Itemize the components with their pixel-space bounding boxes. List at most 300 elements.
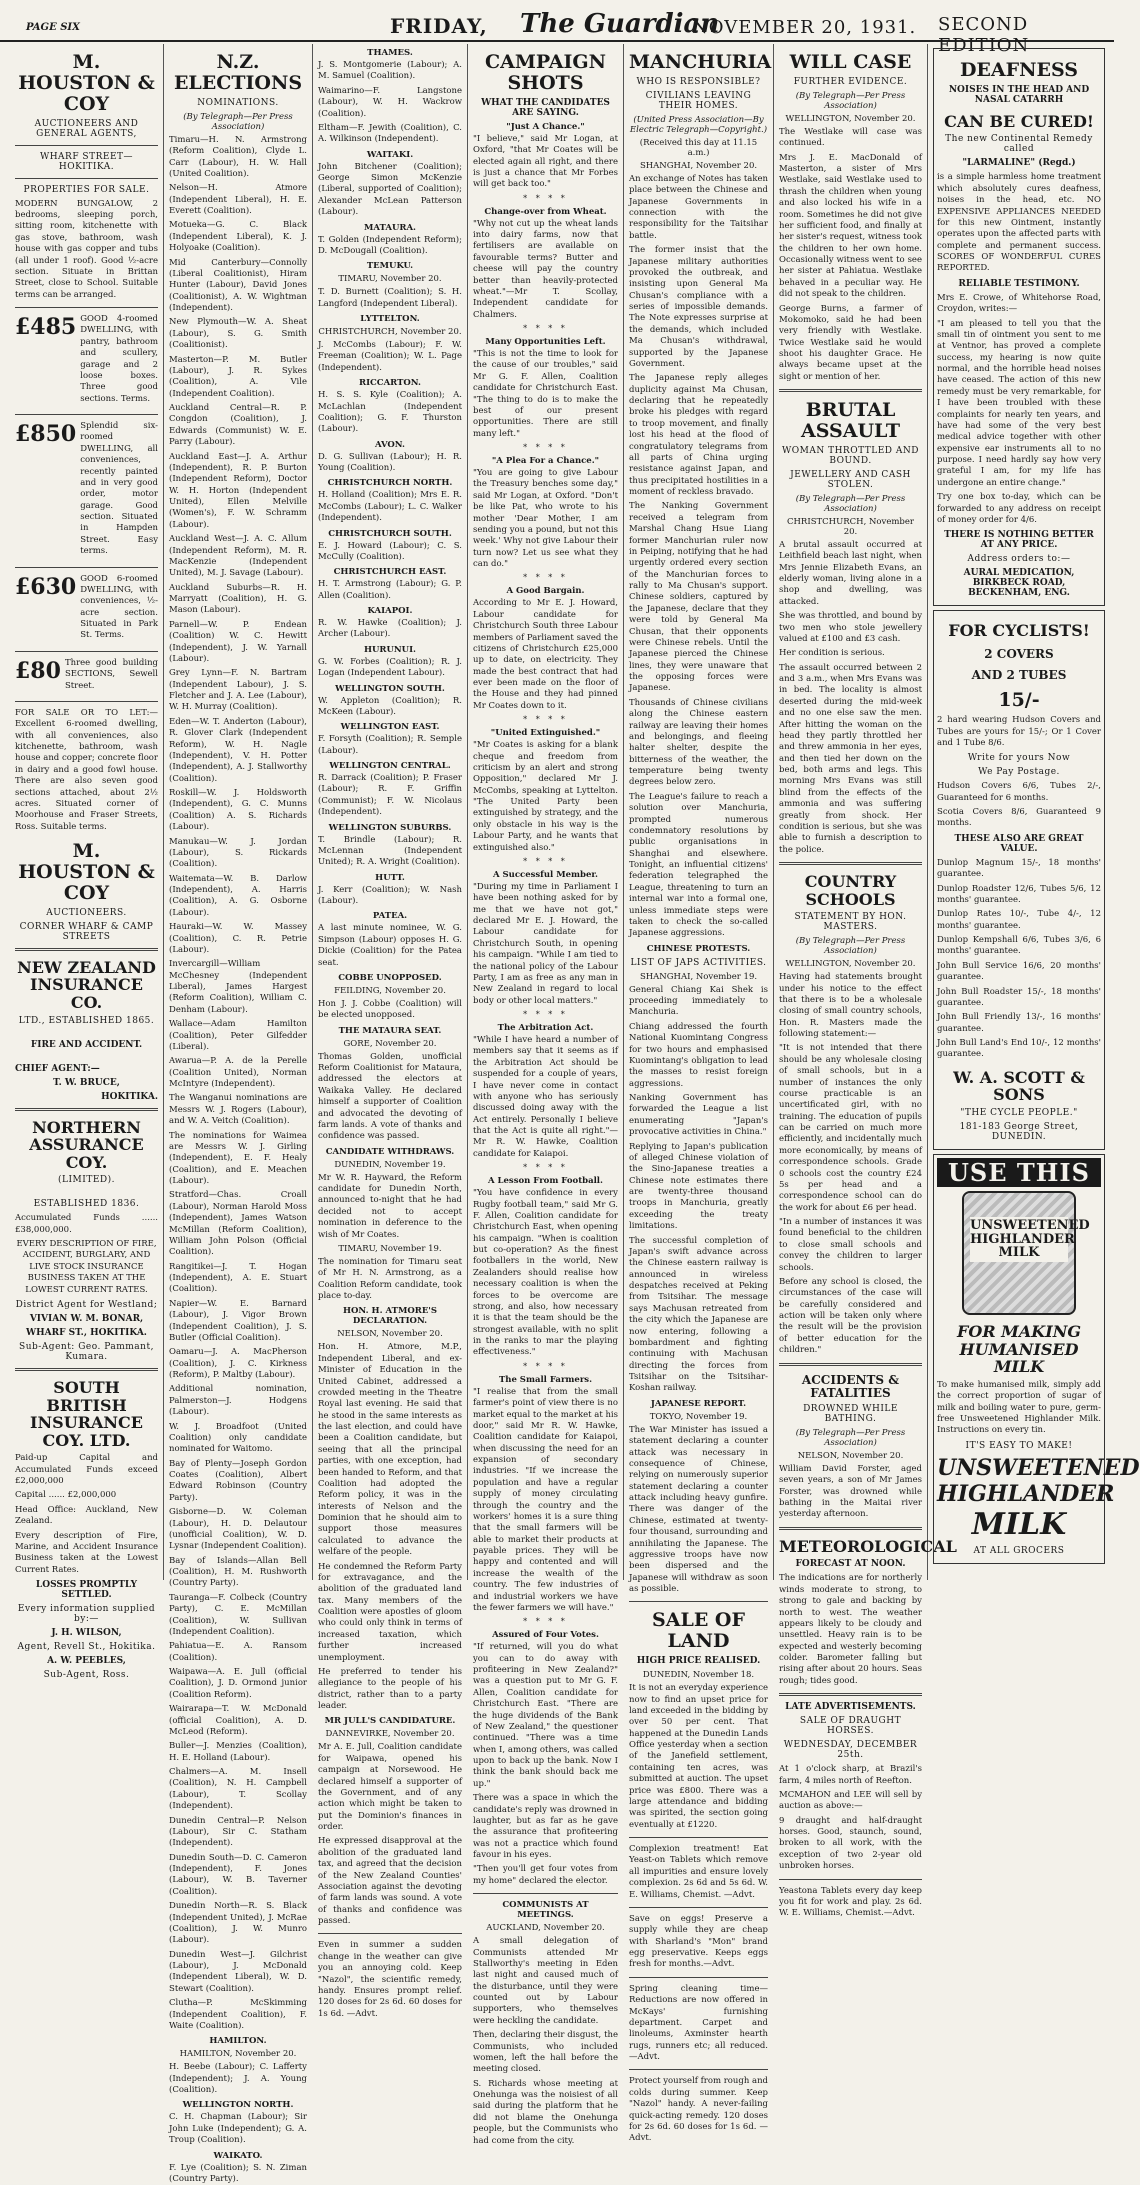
south-british-head-office: Head Office: Auckland, New Zealand. (15, 1504, 158, 1527)
south-british-supplied: Every information supplied by:— (17, 1604, 156, 1625)
eltham-text: Eltham—F. Jewith (Coalition), C. A. Wilkinson (Independent). (318, 122, 462, 145)
jull-heading: MR JULL'S CANDIDATURE. (324, 1716, 456, 1727)
nomination-item: Auckland Central—R. P. Congdon (Coalition), J. Edwards (Communist) W. E. Parry (Labour). (169, 403, 307, 448)
advt-complexion: Complexion treatment! Eat Yeast-on Tablets which remove all impurities and ensure lovely complexion. 2s 6d and 5s 6d. W. E. Williams, Chemist. —Advt. (629, 1844, 768, 1900)
wellington-south-text: W. Appleton (Coalition); R. McKeen (Labour). (318, 695, 462, 717)
elections-subtitle: NOMINATIONS. (197, 97, 279, 108)
accidents-title: ACCIDENTS & FATALITIES (801, 1372, 900, 1400)
south-british-losses: LOSSES PROMPTLY SETTLED. (35, 1580, 138, 1601)
nomination-item: Eden—W. T. Anderton (Labour), R. Glover Clark (Independent Reform), W. H. Nagle (Independent), V. H. Potter (Independent), A. J. Stallworthy (Coalition). (169, 716, 307, 784)
withdraws-date: DUNEDIN, November 19. (334, 1159, 446, 1170)
manchuria-text: The Japanese reply alleges duplicity against Ma Chusan, declaring that he repeatedly broke his pledges with regard to troop movement, and finally lost his head at the flood of congratulatory telegrams from all parts of China urging resistance against Japan, and thus precipitated hostilities in a moment of reckless bravado. (629, 373, 768, 498)
protests-heading: CHINESE PROTESTS. (646, 943, 751, 954)
northern-assurance-agent: VIVIAN W. M. BONAR, (29, 1313, 144, 1324)
property-price: £485 (15, 314, 77, 341)
shot-text: "You have confidence in every Rugby football team," said Mr G. F. Allen, Coalition candidate for Christchurch East, when opening his campaign. "When is coalition but co-operation? As the finest footballers in the world, New Zealanders should realise how necessary coalition is when the forces to be overcome are strong, and also, how necessary it is that the team should be the strongest available, with no split in the ranks to mar the playing effectiveness." (473, 1188, 618, 1358)
sale-of-land-text: It is not an everyday experience now to find an upset price for land exceeded in the bidding by over 50 per cent. That happened at the Dunedin Lands Office yesterday when a section of the Janefield settlement, containing ten acres, was submitted at auction. The upset price was £800. There was a large attendance and bidding was spirited, the section going eventually at £1220. (629, 1683, 768, 1830)
shot-text: "While I have heard a number of members say that it seems as if the Arbitration Act should be suspended for a couple of years, I have never come in contact with anyone who has seriously discussed doing away with the Act entirely. Personally I believe that the Act is quite all right."—Mr R. W. Hawke, Coalition candidate for Kaiapoi. (473, 1035, 618, 1159)
feilding-date: FEILDING, November 20. (334, 985, 446, 996)
newspaper-title: The Guardian (520, 9, 720, 39)
column-2 (164, 44, 313, 2184)
christchurch-north-text: H. Holland (Coalition); Mrs E. R. McCombs (Labour); L. C. Walker (Independent). (318, 490, 462, 524)
atmore-heading: HON. H. ATMORE'S DECLARATION. (342, 1306, 438, 1327)
atmore-text: He condemned the Reform Party for extravagance, and the abolition of the graduated land tax. Many members of the Coalition were apostles of gloom who could only think in terms of increased taxation, which further increased unemployment. (318, 1561, 462, 1663)
manchuria-date: SHANGHAI, November 20. (639, 160, 758, 171)
divider (779, 862, 922, 865)
south-british-peebles-address: Sub-Agent, Ross. (43, 1670, 130, 1681)
avon-text: D. G. Sullivan (Labour); H. R. Young (Coalition). (318, 451, 462, 473)
divider (15, 1368, 158, 1371)
tyre-list-item: John Bull Friendly 13/-, 16 months' guarantee. (937, 1012, 1101, 1034)
deafness-text: is a simple harmless home treatment which absolutely cures deafness, noises in the head, etc. NO EXPENSIVE APPLIANCES NEEDED for this new Ointment, instantly operates upon the affected parts with complete and permanent success. SCORES OF WONDERFUL CURES REPORTED. (937, 172, 1101, 274)
column-5 (624, 44, 774, 2144)
wellington-south-heading: WELLINGTON SOUTH. (335, 683, 445, 694)
nomination-item: Stratford—Chas. Croall (Labour), Norman Harold Moss (Independent), James Watson McMillan (Reform Coalition), William John Polson (Official Coalition). (169, 1190, 307, 1258)
brutal-assault-text: She was throttled, and bound by two men who stole jewellery valued at £100 and £3 cash. (779, 611, 922, 644)
separator: * * * * (523, 715, 568, 725)
milk-can-label: UNSWEETENED HIGHLANDER MILK (970, 1218, 1090, 1261)
divider (779, 1363, 922, 1366)
nomination-item: Dunedin North—R. S. Black (Independent United), J. McRae (Coalition), J. W. Munro (Labour). (169, 1901, 307, 1946)
divider (629, 1977, 768, 1978)
divider (15, 145, 158, 146)
divider (473, 1893, 618, 1894)
communists-heading: COMMUNISTS AT MEETINGS. (502, 1900, 589, 1921)
humanised-milk-title: FOR MAKING HUMANISED MILK (957, 1322, 1081, 1377)
property-price: £850 (15, 421, 77, 448)
nomination-item: The nominations for Waimea are Messrs W. J. Girling (Independent), E. F. Healy (Coalition), and E. Meachen (Labour). (169, 1130, 307, 1187)
nomination-item: Roskill—W. J. Holdsworth (Independent), G. C. Munns (Coalition) A. S. Richards (Labour). (169, 788, 307, 833)
property-price: £80 (15, 657, 61, 684)
nomination-item: Wallace—Adam Hamilton (Coalition), Peter Gilfedder (Liberal). (169, 1019, 307, 1052)
nomination-item: Mid Canterbury—Connolly (Liberal Coalitionist), Hiram Hunter (Labour), David Jones (Coalitionist), A. W. Wightman (Independent). (169, 257, 307, 314)
shot-heading: Many Opportunities Left. (485, 337, 606, 348)
withdraws-heading: CANDIDATE WITHDRAWS. (325, 1146, 455, 1157)
for-sale-ad: FOR SALE OR TO LET:—Excellent 6-roomed dwelling, with all conveniences, also kitchenette, bathroom, wash house and copper; concrete floor in dairy and a good fowl house. There are also seven good sections attached, about 2½ acres. Situated corner of Moorhouse and Fraser Streets, Ross. Suitable terms. (15, 707, 158, 832)
nomination-item: Oamaru—J. A. MacPherson (Coalition), J. C. Kirkness (Reform), P. Maltby (Labour). (169, 1347, 307, 1381)
shot-heading: "United Extinguished." (490, 728, 601, 739)
houston-subtitle: AUCTIONEERS AND GENERAL AGENTS, (34, 118, 139, 139)
will-case-title: WILL CASE (789, 51, 912, 73)
column-7 (928, 44, 1140, 1580)
manchuria-text: The Nanking Government received a telegram from Marshal Chang Hsue Liang former Manchurian ruler now in Peiping, notifying that he had urgently ordered every section of the Manchurian forces to rally to Ma Chusan's support. Chinese soldiers, captured by the Japanese, declare that they were told by General Ma Chusan, that their opponents were Chinese rebels. Until the Japanese pierced the Chinese lines, they were unaware that the opposing forces were Japanese. (629, 501, 768, 694)
late-ads-text: At 1 o'clock sharp, at Brazil's farm, 4 miles north of Reefton. (779, 1764, 922, 1786)
japanese-report-date: TOKYO, November 19. (649, 1411, 748, 1422)
shot-text: "If returned, will you do what you can to do away with profiteering in New Zealand?" was a question put to Mr G. F. Allen, Coalition candidate for Christchurch East. "There are the huge dividends of the Bank of New Zealand," the questioner continued. "There was a time when I, among others, was called upon to back up the bank. Now I think the bank should back me up." (473, 1642, 618, 1789)
nomination-item: Hauraki—W. W. Massey (Coalition), C. R. Petrie (Labour). (169, 922, 307, 955)
masthead-date: NOVEMBER 20, 1931. (692, 17, 917, 38)
hutt-heading: HUTT. (375, 872, 405, 883)
late-ads-date: WEDNESDAY, DECEMBER 25th. (783, 1740, 918, 1761)
nomination-item: Bay of Islands—Allan Bell (Coalition), H. M. Rushworth (Country Party). (169, 1555, 307, 1589)
hurunui-text: G. W. Forbes (Coalition); R. J. Logan (Independent Labour). (318, 656, 462, 679)
waitaki-text: John Bitchener (Coalition); George Simon McKenzie (Liberal, supported of Coalition); Alexander McLean Patterson (Labour). (318, 161, 462, 218)
cyclists-2-tubes: AND 2 TUBES (971, 668, 1067, 683)
accidents-subtitle: DROWNED WHILE BATHING. (803, 1403, 898, 1424)
deafness-nothing-better: THERE IS NOTHING BETTER AT ANY PRICE. (944, 530, 1094, 551)
protests-text: The successful completion of Japan's swift advance across the Chinese eastern railway is announced in wireless despatches received at Peking from Tsitsihar. The message says Machusan retreated from the city which the Japanese are now entering, following a bombardment and fighting continuing with Machusan directing the forces from Tsitsihar on the Tsitsihar-Koshan railway. (629, 1235, 768, 1394)
mataura-seat-heading: THE MATAURA SEAT. (338, 1025, 442, 1036)
brutal-assault-text: Her condition is serious. (779, 648, 885, 659)
country-schools-byline: (By Telegraph—Per Press Association) (795, 936, 906, 957)
country-schools-text: "It is not intended that there should be any wholesale closing of small schools, but in a number of instances the only course practicable is an uncertificated girl, with no training. The education of pupils can be carried on much more efficiently, and incidentally much more economically, by means of correspondence schools. Grade 0 schools cost the country £24 5s per head and a correspondence school can do the work for about £6 per head. (779, 1043, 922, 1213)
nomination-item: Rangitikei—J. T. Hogan (Independent), A. E. Stuart (Coalition). (169, 1261, 307, 1295)
nomination-item: Dunedin Central—P. Nelson (Labour), Sir C. Statham (Independent). (169, 1815, 307, 1849)
scott-title: W. A. SCOTT & SONS (953, 1067, 1085, 1105)
deafness-cure: CAN BE CURED! (944, 111, 1094, 131)
divider (779, 1527, 922, 1530)
nz-insurance-established: LTD., ESTABLISHED 1865. (18, 1015, 155, 1026)
corner-address: CORNER WHARF & CAMP STREETS (19, 921, 154, 942)
temuka-text: T. D. Burnett (Coalition); S. H. Langford (Independent Liberal). (318, 287, 462, 309)
avon-heading: AVON. (374, 439, 405, 450)
hamilton-date: HAMILTON, November 20. (179, 2049, 297, 2060)
wellington-east-text: F. Forsyth (Coalition); R. Semple (Labour). (318, 734, 462, 756)
tyre-list-item: Dunlop Roadster 12/6, Tubes 5/6, 12 months' guarantee. (937, 883, 1101, 905)
nomination-item: W. J. Broadfoot (United Coalition) only candidate nominated for Waitomo. (169, 1421, 307, 1455)
hurunui-heading: HURUNUI. (363, 644, 417, 655)
nz-insurance-town: HOKITIKA. (101, 1091, 158, 1102)
atmore-date: NELSON, November 20. (337, 1329, 443, 1340)
divider (779, 1693, 922, 1696)
page-number: PAGE SIX (26, 22, 80, 33)
tyre-list-item: John Bull Service 16/6, 20 months' guarantee. (937, 960, 1101, 983)
mataura-heading: MATAURA. (363, 222, 417, 233)
nomination-item: Gisborne—D. W. Coleman (Labour), H. D. Delautour (unofficial Coalition), W. D. Lysnar (Independent Coalition). (169, 1507, 307, 1552)
shot-heading: A Lesson From Football. (487, 1176, 603, 1187)
shot-text: "During my time in Parliament I have been nothing asked for by me that we have not got," declared Mr E. J. Howard, the Labour candidate for Christchurch South, in opening his campaign. "While I am tied to the national policy of the Labour Party, I am as free as any man in New Zealand in regard to local body or other local matters." (473, 881, 618, 1006)
shot-heading: The Small Farmers. (498, 1374, 593, 1385)
northern-assurance-est: ESTABLISHED 1836. (33, 1199, 140, 1210)
cyclists-great-value: THESE ALSO ARE GREAT VALUE. (954, 833, 1084, 854)
nomination-item: Grey Lynn—F. N. Bartram (Independent Labour), J. S. Fletcher and J. A. Lee (Labour), W. H. Murray (Coalition). (169, 668, 307, 713)
tyre-list-item: John Bull Land's End 10/-, 12 months' guarantee. (937, 1038, 1101, 1060)
nomination-item: Additional nomination, Palmerston—J. Hodgens (Labour). (169, 1384, 307, 1418)
column-4 (468, 44, 624, 2146)
separator: * * * * (523, 193, 568, 203)
manchuria-text: The League's failure to reach a solution over Manchuria, prompted numerous condemnatory resolutions by public organisations in Shanghai and elsewhere. Tonight, an influential citizens' federation telegraphed the League, threatening to turn an internal war into a formal one, unless immediate steps were taken to check the so-called Japanese aggressions. (629, 791, 768, 939)
late-ads-text: 9 draught and half-draught horses. Good, staunch, sound, broken to all work, with the exception of two 2-year old unbroken horses. (779, 1815, 922, 1872)
christchurch-south-heading: CHRISTCHURCH SOUTH. (328, 528, 452, 539)
brutal-assault-text: A brutal assault occurred at Leithfield beach last night, when Mrs Jennie Elizabeth Evans, an elderly woman, living alone in a shop and dwelling, was attacked. (779, 539, 922, 607)
shot-text: "I believe," said Mr Logan, at Oxford, "that Mr Coates will be elected again all right, and there is just a chance that Mr Forbes will get back too." (473, 133, 618, 190)
communists-text: Then, declaring their disgust, the Communists, who included women, left the hall before the meeting closed. (473, 2030, 618, 2075)
manchuria-received: (Received this day at 11.15 a.m.) (639, 137, 758, 158)
nomination-item: Auckland Suburbs—R. H. Marryatt (Coalition), H. G. Mason (Labour). (169, 582, 307, 616)
nomination-item: Awarua—P. A. de la Perelle (Coalition United), Norman McIntyre (Independent). (169, 1056, 307, 1090)
milk-can-icon (962, 1191, 1090, 1315)
separator: * * * * (523, 573, 568, 583)
christchurch-east-heading: CHRISTCHURCH EAST. (333, 567, 447, 578)
waikato-heading: WAIKATO. (213, 2150, 263, 2161)
riccarton-heading: RICCARTON. (359, 378, 421, 389)
atmore-text: He preferred to tender his allegiance to the people of his district, rather than to a party leader. (318, 1666, 462, 1711)
northern-assurance-district: District Agent for Westland; (15, 1299, 158, 1310)
nomination-item: Tauranga—F. Colbeck (Country Party), C. E. McMillan (Coalition), W. Sullivan (Independent Coalition). (169, 1592, 307, 1637)
manchuria-title: MANCHURIA (629, 51, 772, 73)
nomination-item: Buller—J. Menzies (Coalition), H. E. Holland (Labour). (169, 1741, 307, 1763)
jull-text: He expressed disapproval at the abolition of the graduated land tax, and agreed that the decision of the New Zealand Counties' Association against the devoting of farm lands was sound. A vote of thanks and confidence was passed. (318, 1836, 462, 1926)
divider (15, 1108, 158, 1111)
highlander-word: HIGHLANDER (937, 1480, 1115, 1507)
property-ad-3 (15, 574, 158, 645)
country-schools-text: Before any school is closed, the circumstances of the case will be carefully considered and action will be taken only where the result will be the provision of better education for the children." (779, 1276, 922, 1356)
late-ads-title: LATE ADVERTISEMENTS. (785, 1702, 916, 1713)
brutal-assault-byline: (By Telegraph—Per Press Association) (795, 493, 906, 514)
nomination-item: New Plymouth—W. A. Sheat (Labour), S. G. Smith (Coalitionist). (169, 317, 307, 351)
divider (629, 1837, 768, 1838)
thames-text: J. S. Montgomerie (Labour); A. M. Samuel (Coalition). (318, 60, 462, 82)
nomination-item: Napier—W. E. Barnard (Labour), J. Vigor Brown (Independent Coalition), J. S. Butler (Official Coalition). (169, 1298, 307, 1343)
northern-assurance-subagent: Sub-Agent: Geo. Pammant, Kumara. (19, 1341, 154, 1362)
south-british-paid: Paid-up Capital and Accumulated Funds exceed £2,000,000 (15, 1453, 158, 1487)
tyre-list-item: Dunlop Rates 10/-, Tube 4/-, 12 months' guarantee. (937, 909, 1101, 931)
sale-of-land-date: DUNEDIN, November 18. (642, 1670, 755, 1681)
country-schools-subtitle: STATEMENT BY HON. MASTERS. (794, 912, 907, 933)
divider (629, 1601, 768, 1602)
campaign-shots-title: CAMPAIGN SHOTS (484, 51, 607, 94)
elections-title: N.Z. ELECTIONS (173, 51, 303, 94)
shot-text: "Then you'll get four votes from my home" declared the elector. (473, 1864, 618, 1886)
accidents-byline: (By Telegraph—Per Press Association) (795, 1427, 906, 1448)
protests-text: Replying to Japan's publication of alleged Chinese violation of the Sino-Japanese treaties a Chinese note estimates there are twenty-three thousand troops in Manchuria, greatly exceeding the treaty limitations. (629, 1141, 768, 1232)
nomination-item: Motueka—G. C. Black (Independent Liberal), K. J. Holyoake (Coalition). (169, 220, 307, 254)
tyre-list-item: Dunlop Magnum 15/-, 18 months' guarantee. (937, 857, 1101, 880)
cyclists-ad (933, 610, 1105, 1150)
patea-text: A last minute nominee, W. G. Simpson (Labour) opposes H. G. Dickie (Coalition) for the Patea seat. (318, 923, 462, 968)
northern-assurance-desc: EVERY DESCRIPTION OF FIRE, ACCIDENT, BURGLARY, AND LIVE STOCK INSURANCE BUSINESS TAKEN AT THE LOWEST CURRENT RATES. (16, 1239, 157, 1295)
divider (629, 1907, 768, 1908)
separator: * * * * (523, 324, 568, 334)
divider (15, 701, 158, 702)
divider (15, 948, 158, 951)
shot-text: "Why not cut up the wheat lands into dairy farms, now that fertilisers are available on favourable terms? Butter and cheese will pay the country better than heavily-protected wheat."—Mr T. Scollay, Independent candidate for Chalmers. (473, 218, 618, 320)
protests-subtitle: LIST OF JAPS ACTIVITIES. (630, 957, 767, 968)
kaiapoi-heading: KAIAPOI. (367, 606, 413, 616)
communists-text: A small delegation of Communists attended Mr Stallworthy's meeting in Eden last night and caused much of the disturbance, until they were counted out by Labour supporters, who themselves were heckling the candidate. (473, 1936, 618, 2026)
south-british-peebles: A. W. PEEBLES, (47, 1656, 126, 1667)
late-ads-subtitle: SALE OF DRAUGHT HORSES. (799, 1716, 902, 1737)
shot-text: "This is not the time to look for the cause of our troubles," said Mr G. F. Allen, Coalition candidate for Christchurch East. "The thing to do is to make the best of our present opportunities. There are still many left." (473, 349, 618, 439)
cyclists-postage: We Pay Postage. (978, 767, 1060, 778)
will-case-text: The Westlake will case was continued. (779, 126, 922, 149)
protests-text: Nanking Government has forwarded the League a list enumerating "Japan's provocative activities in China." (629, 1093, 768, 1138)
feilding-text: Hon J. J. Cobbe (Coalition) will be elected unopposed. (318, 998, 462, 1021)
milk-word: MILK (971, 1506, 1067, 1542)
deafness-cure-sub: The new Continental Remedy called (945, 134, 1093, 155)
meteorological-text: The indications are for northerly winds moderate to strong, to strong to gale and backing by north to west. The weather appears likely to be cloudy and unsettled. Heavy rain is to be expected and westerly becoming colder. Barometer falling but rising after about 20 hours. Seas rough; tides good. (779, 1573, 922, 1686)
northern-assurance-title: NORTHERN ASSURANCE COY. (29, 1117, 144, 1172)
lyttelton-heading: LYTTELTON. (360, 314, 420, 324)
shot-heading: Change-over from Wheat. (484, 206, 607, 217)
shot-heading: The Arbitration Act. (497, 1023, 594, 1034)
easy-to-make: IT'S EASY TO MAKE! (965, 1440, 1073, 1451)
manchuria-byline: (United Press Association—By Electric Telegraph—Copyright.) (629, 114, 768, 135)
cyclists-title: FOR CYCLISTS! (948, 621, 1090, 641)
wellington-east-heading: WELLINGTON EAST. (340, 722, 440, 733)
nz-insurance-title: NEW ZEALAND INSURANCE CO. (17, 957, 156, 1012)
shot-heading: A Good Bargain. (506, 586, 585, 597)
divider (15, 178, 158, 179)
christchurch-south-text: E. J. Howard (Labour); C. S. McCully (Coalition). (318, 540, 462, 562)
sale-of-land-title: SALE OF LAND (652, 1609, 745, 1653)
property-ad-2 (15, 421, 158, 561)
nomination-item: Dunedin South—D. C. Cameron (Independent), F. Jones (Labour), W. B. Taverner (Coalition). (169, 1852, 307, 1897)
cyclists-text: Scotia Covers 8/6, Guaranteed 9 months. (937, 807, 1101, 829)
deafness-address: AURAL MEDICATION, BIRKBECK ROAD, BECKENHAM, ENG. (963, 568, 1075, 599)
hamilton-text: H. Beebe (Labour); C. Lafferty (Independent); J. A. Young (Coalition). (169, 2062, 307, 2096)
wellington-suburbs-heading: WELLINGTON SUBURBS. (328, 822, 452, 833)
use-this-banner: USE THIS (937, 1158, 1101, 1187)
cyclists-price: 15/- (998, 689, 1040, 712)
separator: * * * * (523, 443, 568, 453)
country-schools-text: Having had statements brought under his notice to the effect that there is to be a wholesale closing of small country schools, Hon. R. Masters made the following statement:— (779, 972, 922, 1040)
country-schools-text: "In a number of instances it was found beneficial to the children to close small schools and convey the children to larger schools. (779, 1217, 922, 1273)
waimarino-text: Waimarino—F. Langstone (Labour), W. H. Wackrow (Coalition). (318, 85, 462, 119)
divider (318, 1933, 462, 1934)
divider (779, 1879, 922, 1880)
brutal-assault-title: BRUTAL ASSAULT (800, 399, 901, 443)
separator: * * * * (523, 1010, 568, 1020)
lyttelton-text: J. McCombs (Labour); F. W. Freeman (Coalition); W. L. Page (Independent). (318, 340, 462, 373)
will-case-text: Mrs J. E. MacDonald of Masterton, a sister of Mrs Westlake, said Westlake used to thrash the children when young and also locked his wife in a room. Sometimes he did not give her sufficient food, and finally at her sister's request, witness took the children to her own home. Occasionally witness went to see her sister at Pahiatua. Westlake behaved in a peculiar way. He did not speak to the children. (779, 152, 922, 300)
milk-ad (933, 1154, 1140, 1564)
shot-heading: Assured of Four Votes. (492, 1630, 599, 1641)
houston-title: M. HOUSTON & COY (18, 51, 155, 115)
nz-insurance-agent: T. W. BRUCE, (53, 1077, 120, 1088)
nomination-item: Nelson—H. Atmore (Independent Liberal), H. E. Everett (Coalition). (169, 183, 307, 217)
accidents-date: NELSON, November 20. (797, 1450, 904, 1461)
patea-heading: PATEA. (372, 911, 408, 922)
column-6 (774, 44, 957, 1919)
wellington-north-text: C. H. Chapman (Labour); Sir John Luke (Independent); G. A. Troup (Coalition). (169, 2112, 307, 2146)
property-text: GOOD 6-roomed DWELLING, with conveniences, ½-acre section. Situated in Park St. Terms. (80, 573, 158, 641)
unsweetened-word: UNSWEETENED (937, 1454, 1140, 1481)
will-case-date: WELLINGTON, November 20. (785, 113, 916, 124)
mataura-text: T. Golden (Independent Reform); D. McDougall (Coalition). (318, 234, 462, 256)
deafness-address-label: Address orders to:— (967, 554, 1071, 565)
shot-heading: A Successful Member. (492, 869, 599, 880)
nz-insurance-fire: FIRE AND ACCIDENT. (30, 1039, 143, 1050)
south-british-wilson: J. H. WILSON, (51, 1628, 122, 1639)
property-price: £630 (15, 573, 77, 600)
manchuria-subtitle: WHO IS RESPONSIBLE? (636, 76, 761, 87)
scott-subtitle: "THE CYCLE PEOPLE." (960, 1108, 1078, 1119)
shot-text: There was a space in which the candidate's reply was drowned in laughter, but as far as he gave the assurance that profiteering was not a practice which found favour in his eyes. (473, 1793, 618, 1861)
brutal-assault-date: CHRISTCHURCH, November 20. (787, 516, 914, 537)
cobbe-heading: COBBE UNOPPOSED. (338, 972, 442, 983)
scott-address: 181-183 George Street, DUNEDIN. (959, 1122, 1079, 1143)
deafness-text: "I am pleased to tell you that the small tin of ointment you sent to me at Ventnor, has proved a complete success, my hearing is now quite normal, and the horrible head noises have ceased. The action of this new remedy must be very remarkable, for I have been troubled with these complaints for nearly ten years, and have had some of the very best medical advice together with other expensive ear instruments all to no purpose. I need hardly say how very grateful I am, for my life has undergone an entire change." (937, 318, 1101, 488)
column-3 (313, 44, 468, 2019)
nazol-ad: Even in summer a sudden change in the weather can give you an annoying cold. Keep "Nazol", the scientific remedy, handy. Ensures prompt relief. 120 doses for 2s 6d. 60 doses for 1s 6d. —Advt. (318, 1940, 462, 2019)
japanese-report-text: The War Minister has issued a statement declaring a counter attack was necessary in consequence of Chinese, relying on numerously superior statement declaring a counter attack including heavy gunfire. There was danger of the Chinese, estimated at twenty-four thousand, surrounding and annihilating the Japanese. The aggressive troops have now been dispersed and the Japanese will withdraw as soon as possible. (629, 1424, 768, 1595)
brutal-assault-subtitle-2: JEWELLERY AND CASH STOLEN. (790, 469, 911, 490)
south-british-title: SOUTH BRITISH INSURANCE COY. LTD. (30, 1377, 143, 1450)
property-text: Three good building SECTIONS, Sewell Street. (64, 657, 158, 691)
christchurch-north-heading: CHRISTCHURCH NORTH. (327, 478, 453, 489)
japanese-report-heading: JAPANESE REPORT. (650, 1398, 747, 1409)
auctioneers-label: AUCTIONEERS. (46, 907, 127, 918)
nomination-item: Auckland East—J. A. Arthur (Independent), R. P. Burton (Independent Reform), Doctor W. H. Horton (Independent United), Ellen Melville (Women's), F. W. Schramm (Labour). (169, 451, 307, 530)
south-british-capital: Capital ...... £2,000,000 (15, 1490, 117, 1501)
kaiapoi-text: R. W. Hawke (Coalition); J. Archer (Labour). (318, 618, 462, 640)
advt-spring-cleaning: Spring cleaning time—Reductions are now offered in McKays' furnishing department. Carpet and linoleums, Axminster hearth rugs, runners etc; all reduced.—Advt. (629, 1983, 768, 2063)
meteorological-title: METEOROLOGICAL (779, 1536, 957, 1556)
shot-text: "Mr Coates is asking for a blank cheque and freedom from criticism by an alert and strong Opposition," declared Mr J. McCombs, speaking at Lyttelton. "The United Party been extinguished by strategy, and the only obstacle in his way is the Labour Party, and he wants that extinguished also." (473, 740, 618, 853)
shot-text: According to Mr E. J. Howard, Labour candidate for Christchurch South three Labour members of Parliament saved the citizens of Christchurch £25,000 up to date, on electricity. They made the best contract that had ever been made on the floor of the House and they had pinned Mr Coates down to it. (473, 598, 618, 711)
manchuria-subtitle-2: CIVILIANS LEAVING THEIR HOMES. (645, 90, 752, 111)
nomination-item: Bay of Plenty—Joseph Gordon Coates (Coalition), Albert Edward Robinson (Country Party). (169, 1458, 307, 1503)
nomination-item: Masterton—P. M. Butler (Labour), J. R. Sykes (Coalition), A. Vile (Independent Coalition). (169, 354, 307, 399)
deafness-ad (933, 48, 1105, 606)
deafness-testimony-heading: RELIABLE TESTIMONY. (958, 278, 1080, 289)
houston-address: WHARF STREET—HOKITIKA. (39, 151, 134, 172)
cyclists-text: 2 hard wearing Hudson Covers and Tubes are yours for 15/-; Or 1 Cover and 1 Tube 8/6. (937, 715, 1101, 748)
shot-heading: "A Plea For a Chance." (491, 456, 600, 467)
nomination-item: The Wanganui nominations are Messrs W. J. Rogers (Labour), and W. A. Veitch (Coalition). (169, 1093, 307, 1127)
gore-text: Thomas Golden, unofficial Reform Coalitionist for Mataura, addressed the electors at Waikaka Valley. He declared himself a supporter of Coalition and advocated the devoting of farm lands. A vote of thanks and confidence was passed. (318, 1051, 462, 1142)
divider (15, 307, 158, 308)
northern-assurance-ltd: (LIMITED). (58, 1175, 115, 1186)
accidents-text: William David Forster, aged seven years, a son of Mr James Forster, was drowned while bathing in the Maitai river yesterday afternoon. (779, 1463, 922, 1520)
deafness-title: DEAFNESS (959, 59, 1079, 81)
humanised-milk-text: To make humanised milk, simply add the correct proportion of sugar of milk and boiling water to pure, germ-free Unsweetened Highlander Milk. Instructions on every tin. (937, 1379, 1101, 1436)
properties-heading: PROPERTIES FOR SALE. (23, 184, 150, 195)
protests-text: General Chiang Kai Shek is proceeding immediately to Manchuria. (629, 984, 768, 1018)
protests-text: Chiang addressed the fourth National Kuomintang Congress for two hours and emphasised Kuomintang's obligation to lead the masses to resist foreign aggressions. (629, 1021, 768, 1089)
masthead-day: FRIDAY, (390, 14, 488, 38)
protests-date: SHANGHAI, November 19. (639, 971, 758, 982)
hutt-text: J. Kerr (Coalition); W. Nash (Labour). (318, 884, 462, 906)
nomination-item: Waitemata—W. B. Darlow (Independent), A. Harris (Coalition), A. G. Osborne (Labour). (169, 873, 307, 918)
separator: * * * * (523, 1361, 568, 1371)
wellington-suburbs-text: T. Brindle (Labour); R. McLennan (Independent United); R. A. Wright (Coalition). (318, 834, 462, 868)
lyttelton-date: CHRISTCHURCH, November 20. (318, 327, 462, 337)
manchuria-text: The former insist that the Japanese military authorities provoked the outbreak, and insisting upon General Ma Chusan's compliance with a series of impossible demands. The Note expresses surprise at the demands, which included Ma Chusan's withdrawal, supported by the Japanese Government. (629, 245, 768, 369)
nomination-item: Timaru—H. N. Armstrong (Reform Coalition), Clyde L. Carr (Labour), H. W. Hall (United Coalition). (169, 134, 307, 179)
brutal-assault-text: The assault occurred between 2 and 3 a.m., when Mrs Evans was in bed. The locality is almost deserted during the mid-week and no one else saw the men. After hitting the woman on the head they partly throttled her and threw ammonia in her eyes, and then tied her down on the bed, both arms and legs. This morning Mrs Evans was still blind from the effects of the ammonia and was suffering greatly from shock. Her condition is serious, but she was able to furnish a description to the police. (779, 662, 922, 855)
atmore-text: Hon. H. Atmore, M.P., Independent Liberal, and ex-Minister of Education in the United Cabinet, addressed a crowded meeting in the Theatre Royal last evening. He said that he stood in the same interests as the last election, and could have been a Coalition candidate, but seeing that all the principal parties, with one exception, had been handed to Reform, and that Coalition had adopted the Reform policy, it was in the interests of Nelson and the Dominion that he should aim to support those measures calculated to advance the welfare of the people. (318, 1342, 462, 1558)
communists-text: S. Richards whose meeting at Onehunga was the noisiest of all said during the platform that he did not blame the Onehunga people, but the Communists who had come from the city. (473, 2078, 618, 2146)
edition-label: SECOND EDITION (938, 14, 1030, 56)
timaru-date: TIMARU, November 19. (338, 1243, 442, 1254)
will-case-byline: (By Telegraph—Per Press Association) (795, 90, 906, 111)
nomination-item: Waipawa—A. E. Jull (official Coalition), J. D. Ormond junior (Coalition Reform). (169, 1667, 307, 1700)
manchuria-text: An exchange of Notes has taken place between the Chinese and Japanese Governments in connection with the responsibility for the Taitsihar battle. (629, 173, 768, 241)
advt-eggs: Save on eggs! Preserve a supply while they are cheap with Sharland's "Mon" brand egg preservative. Keeps eggs fresh for months.—Advt. (629, 1913, 768, 1970)
will-case-text: George Burns, a farmer of Mokomoko, said he had been very friendly with Westlake. Twice Westlake said he would shoot his daughter Grace. He always became upset at the sight or mention of her. (779, 303, 922, 382)
country-schools-title: COUNTRY SCHOOLS (804, 872, 897, 909)
property-ad-1 (15, 314, 158, 408)
thames-heading: THAMES. (367, 48, 413, 58)
separator: * * * * (523, 856, 568, 866)
tyre-list-item: Dunlop Kempshall 6/6, Tubes 3/6, 6 months' guarantee. (937, 935, 1101, 957)
hamilton-heading: HAMILTON. (209, 2036, 267, 2047)
separator: * * * * (523, 1163, 568, 1173)
country-schools-date: WELLINGTON, November 20. (785, 959, 916, 970)
divider (15, 414, 158, 415)
meteorological-subtitle: FORECAST AT NOON. (795, 1559, 906, 1570)
jull-text: Mr A. E. Jull, Coalition candidate for Waipawa, opened his campaign at Norsewood. He declared himself a supporter of the Government, and of any action which might be taken to put the Dominion's finances in order. (318, 1742, 462, 1832)
nz-insurance-chief: CHIEF AGENT:— (15, 1063, 100, 1074)
deafness-text: Try one box to-day, which can be forwarded to any address on receipt of money order for 4/6. (937, 492, 1101, 525)
gore-date: GORE, November 20. (343, 1038, 437, 1049)
sale-of-land-subtitle: HIGH PRICE REALISED. (636, 1656, 761, 1667)
nomination-item: Chalmers—A. M. Insell (Coalition), N. H. Campbell (Labour), T. Scollay (Independent). (169, 1767, 307, 1812)
nomination-item: Pahiatua—E. A. Ransom (Coalition). (169, 1641, 307, 1663)
will-case-subtitle: FURTHER EVIDENCE. (793, 76, 908, 87)
